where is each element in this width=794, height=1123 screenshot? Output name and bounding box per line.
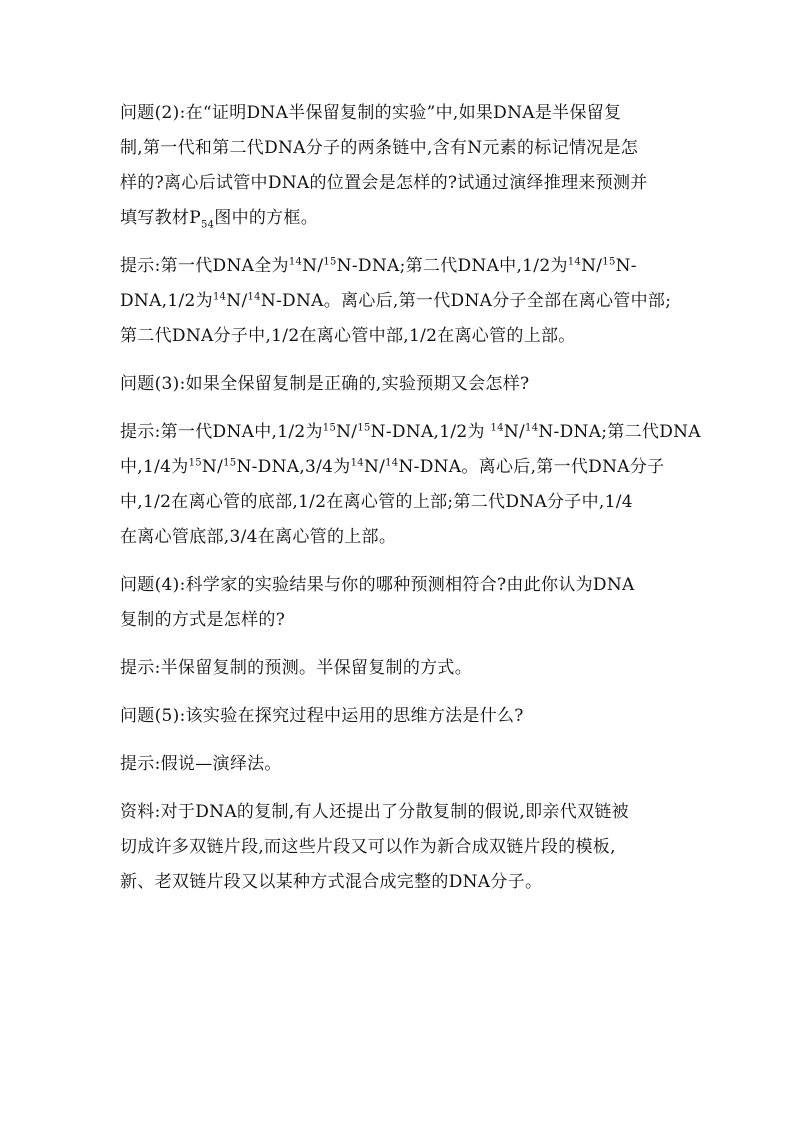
text-line [120, 865, 680, 900]
text-run: 资料:对于DNA的复制,有人还提出了分散复制的假说,即亲代双链被 [120, 802, 629, 822]
paragraph-q5 [120, 699, 680, 734]
text-line [120, 319, 680, 354]
superscript: 14 [247, 291, 261, 303]
text-run: 提示:第一代DNA全为 [120, 256, 289, 276]
paragraph-q4 [120, 568, 680, 638]
text-run: N-DNA,3/4为 [236, 457, 351, 477]
text-run: 中,1/2在离心管的底部,1/2在离心管的上部;第二代DNA分子中,1/4 [120, 492, 633, 512]
text-run: 样的?离心后试管中DNA的位置会是怎样的?试通过演绎推理来预测并 [120, 173, 648, 193]
text-run: 问题(5):该实验在探究过程中运用的思维方法是什么? [120, 706, 524, 726]
superscript: 14 [350, 457, 364, 469]
superscript: 15 [357, 422, 371, 434]
text-run: 在离心管底部,3/4在离心管的上部。 [120, 527, 397, 547]
paragraph-q2 [120, 96, 680, 236]
text-run: N- [615, 256, 637, 276]
text-run: N/ [363, 457, 386, 477]
superscript: 14 [212, 291, 227, 303]
text-line [120, 131, 680, 166]
text-run: 提示:第一代DNA中,1/2为 [120, 422, 323, 442]
paragraph-material [120, 795, 680, 900]
text-line [120, 415, 701, 450]
text-run: 制,第一代和第二代DNA分子的两条链中,含有N元素的标记情况是怎 [120, 138, 639, 158]
text-line [120, 201, 680, 236]
text-line [120, 603, 680, 638]
text-run: 图中的方框。 [214, 208, 319, 228]
text-line [120, 699, 680, 734]
text-run: N/ [503, 422, 526, 442]
text-run: N-DNA。离心后,第一代DNA分子全部在离心管中部; [260, 291, 672, 311]
text-run: 新、老双链片段又以某种方式混合成完整的DNA分子。 [120, 872, 543, 892]
superscript: 14 [567, 256, 582, 268]
text-run: N/ [201, 457, 224, 477]
superscript: 14 [288, 256, 303, 268]
text-line [120, 367, 680, 402]
paragraph-q3 [120, 367, 680, 402]
text-run: 提示:假说—演绎法。 [120, 754, 282, 774]
text-run: N-DNA。离心后,第一代DNA分子 [398, 457, 665, 477]
text-run: 问题(4):科学家的实验结果与你的哪种预测相符合?由此你认为DNA [120, 575, 635, 595]
text-line [120, 166, 680, 201]
text-run: N/ [226, 291, 248, 311]
text-run: 填写教材P [120, 208, 201, 228]
text-line [120, 830, 680, 865]
text-line [120, 450, 680, 485]
superscript: 14 [490, 422, 504, 434]
text-run: 问题(2):在“证明DNA半保留复制的实验”中,如果DNA是半保留复 [120, 103, 622, 123]
text-run: 复制的方式是怎样的? [120, 610, 286, 630]
superscript: 14 [525, 422, 539, 434]
text-run: 第二代DNA分子中,1/2在离心管中部,1/2在离心管的上部。 [120, 326, 576, 346]
text-line [120, 284, 680, 319]
text-run: 提示:半保留复制的预测。半保留复制的方式。 [120, 658, 473, 678]
text-run: N-DNA,1/2为 [370, 422, 491, 442]
text-line [120, 651, 680, 686]
text-line [120, 249, 680, 284]
paragraph-a4 [120, 651, 680, 686]
text-run: N/ [336, 422, 358, 442]
text-run: DNA,1/2为 [120, 291, 213, 311]
paragraph-a3 [120, 415, 701, 555]
text-line [120, 485, 680, 520]
superscript: 15 [188, 457, 202, 469]
text-run: N-DNA;第二代DNA [538, 422, 701, 442]
document-body [120, 96, 701, 913]
text-run: N-DNA;第二代DNA中,1/2为 [336, 256, 568, 276]
superscript: 14 [385, 457, 399, 469]
superscript: 15 [602, 256, 616, 268]
text-run: N/ [581, 256, 603, 276]
superscript: 15 [322, 422, 337, 434]
text-line [120, 568, 680, 603]
text-run: N/ [302, 256, 324, 276]
text-line [120, 520, 680, 555]
text-run: 问题(3):如果全保留复制是正确的,实验预期又会怎样? [120, 374, 530, 394]
text-run: 切成许多双链片段,而这些片段又可以作为新合成双链片段的模板, [120, 837, 616, 857]
text-line [120, 747, 680, 782]
paragraph-a2 [120, 249, 680, 354]
text-line [120, 795, 680, 830]
text-run: 中,1/4为 [120, 457, 189, 477]
superscript: 15 [223, 457, 237, 469]
text-line [120, 96, 680, 131]
subscript: 54 [200, 219, 215, 231]
superscript: 15 [323, 256, 337, 268]
paragraph-a5 [120, 747, 680, 782]
